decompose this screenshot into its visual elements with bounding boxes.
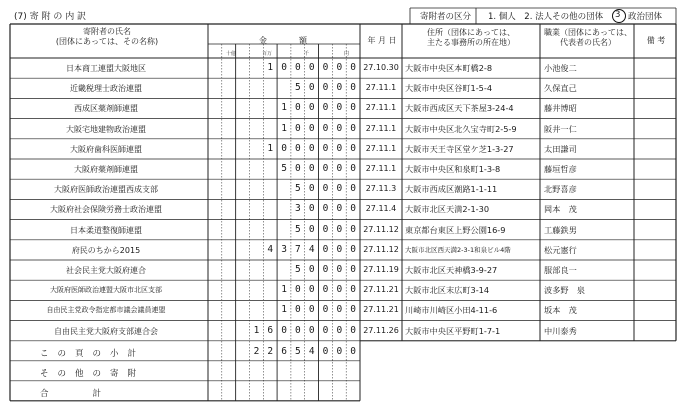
page-subtotal-label: この頁の小計 [40,349,146,359]
amount-digit: 0 [322,62,329,73]
amount-digit: 0 [350,203,357,215]
donor-address: 東京都台東区上野公園16-9 [405,224,506,235]
amount-digit: 0 [308,183,315,195]
amount-digit: 0 [308,62,315,73]
amount-digit: 1 [267,142,274,154]
donor-address: 川崎市川崎区小田4-11-6 [405,305,498,316]
amount-digit: 0 [336,102,343,114]
donor-name: 西成区薬剤師連盟 [74,104,138,114]
donor-representative: 藤垣哲彦 [544,164,577,174]
donor-address: 大阪市北区天満2-1-30 [405,204,490,215]
donation-date: 27.11.4 [365,204,397,214]
donor-name: 大阪宅地建物政治連盟 [66,124,146,134]
total-label: 合 計 [40,389,111,399]
donor-representative: 坂本 茂 [544,305,577,316]
amount-digit: 0 [322,142,329,154]
donor-representative: 藤井博昭 [544,103,577,114]
amount-digit: 0 [308,142,315,154]
amount-digit: 0 [308,284,315,296]
amount-digit: 6 [267,324,274,336]
amount-digit: 0 [336,82,343,94]
amount-digit: 0 [350,324,357,336]
donor-representative: 北野喜彦 [544,184,577,195]
amount-digit: 0 [336,264,343,275]
amount-digit: 1 [253,324,260,336]
amount-digit: 5 [295,82,301,94]
donor-representative: 松元憲行 [544,244,577,255]
amount-digit: 1 [281,284,287,296]
amount-digit: 0 [322,82,329,94]
amount-digit: 0 [308,102,315,114]
donor-name: 日本商工連盟大阪地区 [66,64,146,73]
amount-digit: 0 [336,122,343,134]
amount-digit: 0 [322,304,329,316]
donation-date: 27.11.1 [365,83,397,93]
donor-address: 大阪市西成区天下茶屋3-24-4 [405,103,514,114]
donor-representative: 中川泰秀 [544,325,577,336]
donation-date: 27.11.12 [363,244,399,254]
section-title: (7) 寄 附 の 内 訳 [14,12,87,22]
column-header-remarks: 備 考 [646,36,666,45]
donor-name: 日本柔道整復師連盟 [70,225,142,235]
amount-digit: 0 [281,62,287,73]
amount-digit: 3 [281,243,287,255]
donor-representative: 波多野 泉 [544,285,585,296]
donor-name: 府民のちから2015 [71,245,141,255]
amount-digit: 1 [281,122,287,134]
amount-digit: 0 [350,102,357,114]
subtotal-digit: 4 [308,345,315,357]
amount-digit: 0 [322,264,329,275]
donation-date: 27.11.12 [363,224,399,234]
amount-digit: 0 [350,183,357,195]
unit-label-billion: 十億 [226,51,237,57]
amount-digit: 0 [322,163,329,174]
donor-representative: 久保直己 [544,83,577,94]
amount-digit: 0 [295,304,301,316]
donor-category-label: 寄附者の区分 [420,12,472,22]
unit-label-million: 百万 [262,51,273,57]
subtotal-digit: 2 [267,345,274,357]
donor-representative: 太田謙司 [544,143,577,154]
amount-digit: 0 [336,284,343,296]
donor-representative: 小池俊二 [544,63,577,73]
amount-digit: 0 [308,163,315,174]
amount-digit: 5 [295,183,301,195]
amount-digit: 0 [322,122,329,134]
donor-name: 大阪府医師政治連盟西成支部 [54,185,158,195]
amount-digit: 0 [350,264,357,275]
donor-address: 大阪市中央区本町橋2-8 [405,63,493,73]
amount-digit: 0 [336,203,343,215]
amount-digit: 0 [322,243,329,255]
donor-name: 自由民主党政令指定都市議会議員連盟 [46,306,166,315]
other-donations-label: その他の寄附 [40,369,146,379]
selected-category-text: 政治団体 [628,12,663,22]
amount-digit: 0 [322,183,329,195]
amount-digit: 0 [350,243,357,255]
unit-label-thousand: 千 [304,51,310,57]
column-header-date: 年 月 日 [367,36,397,45]
amount-digit: 4 [267,243,274,255]
selected-category-number: 3 [615,10,621,20]
donation-date: 27.11.19 [363,265,399,274]
column-header-amount: 金 額 [259,36,307,45]
donor-representative: 服部良一 [544,265,577,275]
amount-digit: 0 [322,324,329,336]
amount-digit: 1 [281,102,287,114]
amount-digit: 0 [295,62,301,73]
amount-digit: 3 [295,203,301,215]
donation-date: 27.11.21 [363,305,399,315]
donor-representative: 阪井一仁 [544,123,577,134]
donor-address: 大阪市天王寺区堂ケ芝1-3-27 [405,143,514,154]
amount-digit: 0 [322,284,329,296]
amount-digit: 1 [267,62,274,73]
unit-label-yen: 円 [344,51,350,57]
donor-address: 大阪市北区天神橋3-9-27 [405,265,498,275]
subtotal-digit: 5 [295,345,301,357]
amount-digit: 0 [322,102,329,114]
amount-digit: 0 [281,324,287,336]
donor-name: 近畿税理士政治連盟 [70,84,142,94]
amount-digit: 0 [308,324,315,336]
donor-category-options: 1. 個人 2. 法人その他の団体 [488,12,604,22]
amount-digit: 0 [308,203,315,215]
amount-digit: 0 [336,304,343,316]
donor-address: 大阪市中央区和泉町1-3-8 [405,164,501,174]
donor-name: 大阪府医師政治連盟大阪市北区支部 [50,286,162,295]
donor-address: 大阪市北区末広町3-14 [405,285,490,296]
amount-digit: 0 [350,223,357,235]
amount-digit: 5 [281,163,287,174]
donor-address: 大阪市中央区北久宝寺町2-5-9 [405,123,517,134]
amount-digit: 0 [350,62,357,73]
amount-digit: 0 [308,223,315,235]
donation-date: 27.11.1 [365,164,397,173]
donor-name: 大阪府歯科医師連盟 [70,144,142,154]
amount-digit: 0 [308,82,315,94]
donor-representative: 工藤鉄男 [544,224,577,235]
donation-date: 27.11.1 [365,123,397,133]
amount-digit: 0 [336,243,343,255]
amount-digit: 0 [295,102,301,114]
donor-name: 大阪府社会保険労務士政治連盟 [50,205,162,215]
amount-digit: 0 [336,324,343,336]
donor-address: 大阪市中央区谷町1-5-4 [405,83,493,94]
amount-digit: 7 [295,243,301,255]
amount-digit: 0 [308,264,315,275]
amount-digit: 0 [350,284,357,296]
amount-digit: 0 [350,122,357,134]
donor-address: 大阪市北区西天満2-3-1和泉ビル4階 [405,245,511,254]
donor-name: 自由民主党大阪府支部連合会 [54,326,158,336]
amount-digit: 0 [308,304,315,316]
donation-date: 27.11.1 [365,103,397,113]
amount-digit: 0 [336,142,343,154]
amount-digit: 0 [350,304,357,316]
subtotal-digit: 0 [336,345,343,357]
donor-representative: 岡本 茂 [544,204,577,215]
amount-digit: 0 [350,163,357,174]
donor-name: 大阪府薬剤師連盟 [74,165,138,174]
amount-digit: 0 [350,82,357,94]
donor-address: 大阪市中央区平野町1-7-1 [405,325,501,336]
column-header-occupation: 職業（団体にあっては、 代表者の氏名） [544,28,632,47]
column-header-donor-name: 寄附者の氏名 (団体にあっては、その名称) [55,27,159,46]
amount-digit: 0 [295,284,301,296]
amount-digit: 0 [336,62,343,73]
amount-digit: 1 [281,304,287,316]
subtotal-digit: 6 [281,345,287,357]
donation-date: 27.11.3 [365,184,397,194]
donor-name: 社会民主党大阪府連合 [66,266,146,275]
amount-digit: 4 [308,243,315,255]
amount-digit: 0 [336,163,343,174]
amount-digit: 0 [295,122,301,134]
amount-digit: 5 [295,264,301,275]
amount-digit: 0 [350,142,357,154]
amount-digit: 0 [281,142,287,154]
subtotal-digit: 2 [253,345,260,357]
amount-digit: 5 [295,223,301,235]
amount-digit: 0 [322,203,329,215]
donor-address: 大阪市西成区潮路1-1-11 [405,184,498,195]
subtotal-digit: 0 [350,345,357,357]
amount-digit: 0 [308,122,315,134]
donation-date: 27.11.21 [363,285,399,295]
amount-digit: 0 [336,223,343,235]
amount-digit: 0 [295,142,301,154]
donation-date: 27.10.30 [363,63,399,72]
amount-digit: 0 [295,324,301,336]
column-header-address: 住所（団体にあっては、 主たる事務所の所在地） [427,28,515,47]
amount-digit: 0 [295,163,301,174]
amount-digit: 0 [322,223,329,235]
subtotal-digit: 0 [322,345,329,357]
donation-date: 27.11.1 [365,143,397,153]
amount-digit: 0 [336,183,343,195]
donation-date: 27.11.26 [363,325,399,335]
